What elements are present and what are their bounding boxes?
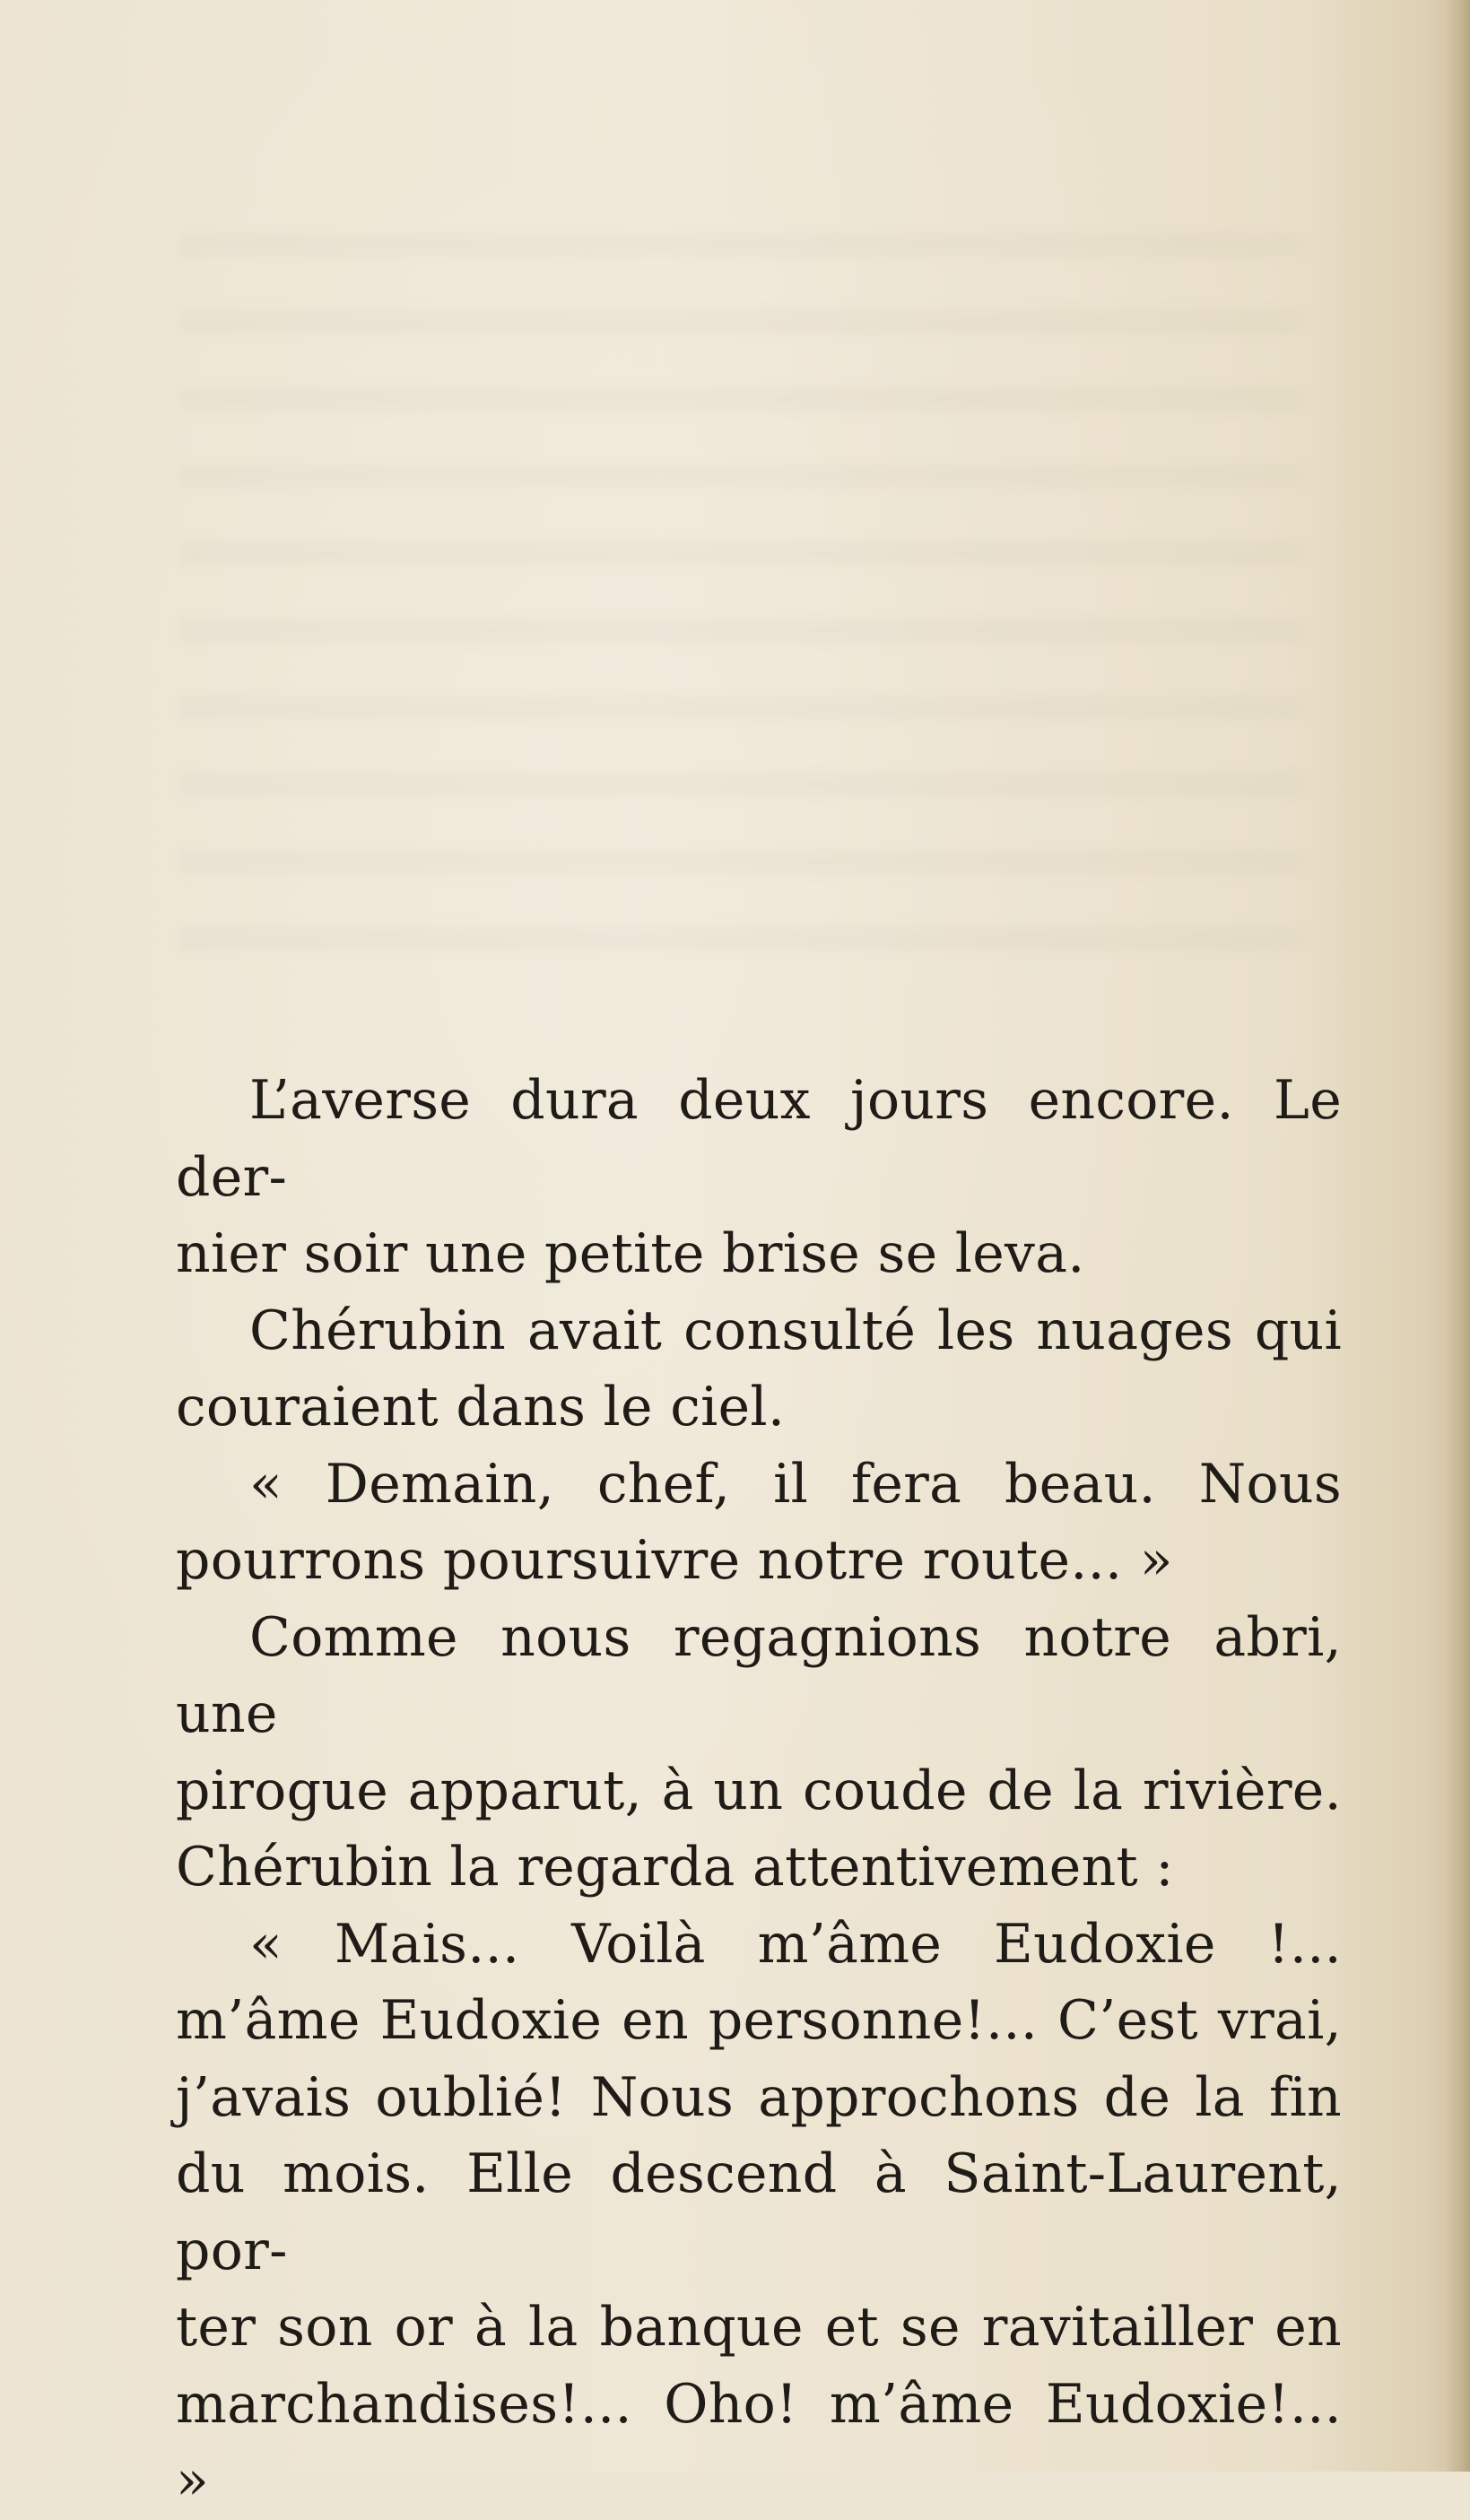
page-edge-shadow <box>1445 0 1470 2472</box>
text-line: Chérubin la regarda attentivement : <box>176 1836 1174 1899</box>
text-line: marchandises!... Oho! m’âme Eudoxie!... » <box>176 2372 1342 2512</box>
paragraph-1 <box>176 1063 1342 1293</box>
paragraph-5 <box>176 1907 1342 2520</box>
text-line: Chérubin avait consulté les nuages qui <box>249 1299 1342 1362</box>
paragraph-4 <box>176 1600 1342 1907</box>
text-line: pourrons poursuivre notre route... » <box>176 1529 1173 1592</box>
text-line: du mois. Elle descend à Saint-Laurent, por- <box>176 2142 1342 2282</box>
text-line: j’avais oublié! Nous approchons de la fin <box>176 2065 1342 2129</box>
text-line: « Demain, chef, il fera beau. Nous <box>249 1452 1342 1516</box>
text-line: m’âme Eudoxie en personne!... C’est vrai, <box>176 1989 1342 2052</box>
text-line: ter son or à la banque et se ravitailler en <box>176 2296 1342 2359</box>
text-line: nier soir une petite brise se leva. <box>176 1222 1085 1285</box>
text-line: Comme nous regagnions notre abri, une <box>176 1605 1342 1745</box>
bleed-through-texture <box>179 179 1300 986</box>
text-line: « Mais... Voilà m’âme Eudoxie !... <box>249 1912 1342 1976</box>
body-text <box>176 1063 1342 2520</box>
paragraph-3 <box>176 1447 1342 1600</box>
paragraph-2 <box>176 1293 1342 1447</box>
text-line: pirogue apparut, à un coude de la rivière. <box>176 1759 1342 1822</box>
text-line: L’averse dura deux jours encore. Le der- <box>176 1069 1342 1209</box>
text-line: couraient dans le ciel. <box>176 1376 786 1438</box>
